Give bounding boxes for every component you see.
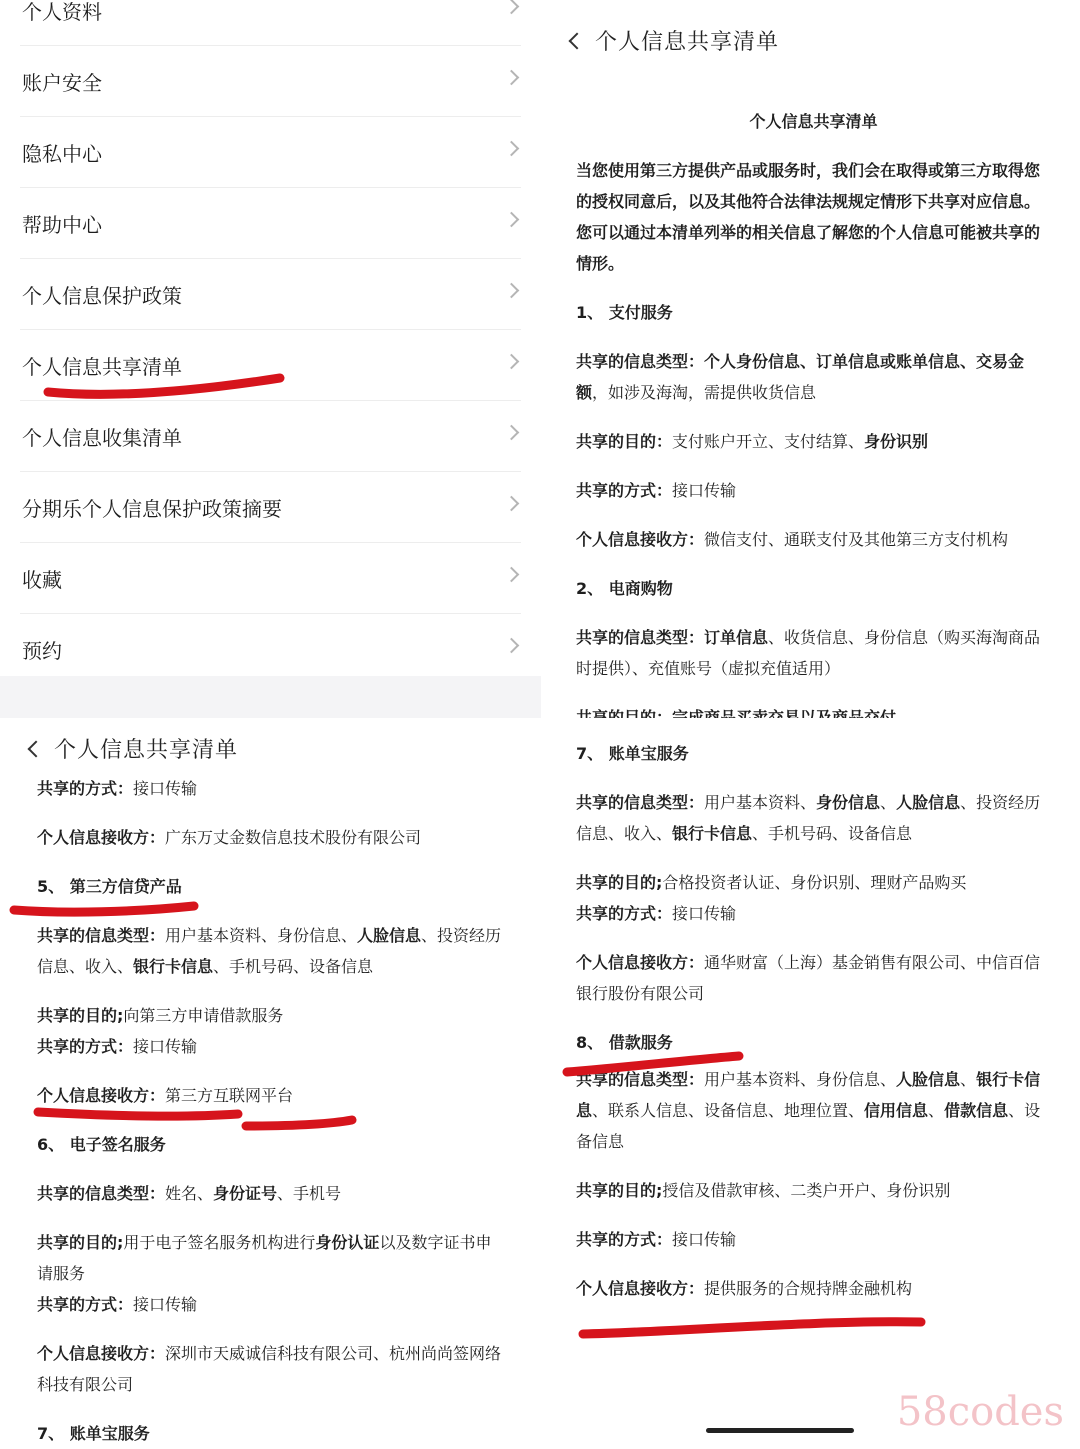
- sharing-list-panel-bottom-right: [541, 718, 1080, 1441]
- purpose-row: 共享的目的;合格投资者认证、身份识别、理财产品购买: [576, 873, 967, 892]
- section-title: 6、 电子签名服务: [37, 1135, 166, 1154]
- method-row: 共享的方式：接口传输: [576, 904, 737, 923]
- document-body: [576, 738, 1051, 1304]
- info-type-row: 共享的信息类型：用户基本资料、身份信息、人脸信息、投资经历信息、收入、银行卡信息、手机号码、设备信息: [37, 926, 502, 976]
- chevron-right-icon: [504, 354, 520, 370]
- sharing-list-panel-top: [541, 0, 1080, 718]
- menu-item-label: 帮助中心: [22, 212, 102, 237]
- menu-item-label: 隐私中心: [22, 141, 102, 166]
- receiver-row: 个人信息接收方：通华财富（上海）基金销售有限公司、中信百信银行股份有限公司: [576, 953, 1041, 1003]
- info-type-row: 共享的信息类型：姓名、身份证号、手机号: [37, 1184, 342, 1203]
- document-heading: 个人信息共享清单: [749, 112, 878, 131]
- document-body: [576, 106, 1051, 733]
- chevron-right-icon: [504, 0, 520, 14]
- method-row: 共享的方式：接口传输: [37, 779, 198, 798]
- sharing-list-panel-bottom-left: [0, 718, 541, 1441]
- section-title: 2、 电商购物: [576, 579, 673, 598]
- page-title: 个人信息共享清单: [54, 738, 239, 763]
- method-row: 共享的方式：接口传输: [576, 1230, 737, 1249]
- menu-item-favorites[interactable]: [20, 543, 521, 614]
- back-arrow-icon[interactable]: [569, 33, 586, 50]
- info-type-row: 共享的信息类型：订单信息、收货信息、身份信息（购买海淘商品时提供）、充值账号（虚拟充值适用）: [576, 628, 1041, 678]
- nav-bar: [541, 12, 1080, 68]
- menu-item-label: 预约: [22, 638, 62, 663]
- section-title: 5、 第三方信贷产品: [37, 877, 182, 896]
- home-indicator[interactable]: [706, 1428, 854, 1433]
- red-underline-mark: [575, 1310, 935, 1346]
- menu-item-label: 个人信息收集清单: [22, 425, 182, 450]
- menu-section-separator: [0, 676, 541, 718]
- purpose-row: 共享的目的;授信及借款审核、二类户开户、身份识别: [576, 1181, 951, 1200]
- document-body: [37, 773, 507, 1449]
- chevron-right-icon: [504, 283, 520, 299]
- purpose-row: 共享的目的;向第三方申请借款服务: [37, 1006, 284, 1025]
- method-row: 共享的方式：接口传输: [576, 481, 737, 500]
- chevron-right-icon: [504, 638, 520, 654]
- menu-item-label: 收藏: [22, 567, 62, 592]
- settings-menu-panel: [0, 0, 541, 718]
- menu-item-label: 分期乐个人信息保护政策摘要: [22, 496, 282, 521]
- section-title: 8、 借款服务: [576, 1033, 673, 1052]
- menu-item-label: 账户安全: [22, 70, 102, 95]
- menu-item-help-center[interactable]: [20, 188, 521, 259]
- method-row: 共享的方式：接口传输: [37, 1037, 198, 1056]
- watermark-text: 58codes: [896, 1389, 1064, 1435]
- chevron-right-icon: [504, 212, 520, 228]
- method-row: 共享的方式：接口传输: [37, 1295, 198, 1314]
- receiver-row: 个人信息接收方：第三方互联网平台: [37, 1086, 294, 1105]
- menu-item-label: 个人信息共享清单: [22, 354, 182, 379]
- menu-item-policy-summary[interactable]: [20, 472, 521, 543]
- info-type-row: 共享的信息类型：用户基本资料、身份信息、人脸信息、银行卡信息、联系人信息、设备信息、地理位置、信用信息、借款信息、设备信息: [576, 1070, 1041, 1151]
- section-title: 1、 支付服务: [576, 303, 673, 322]
- menu-item-label: 个人资料: [22, 0, 102, 24]
- settings-menu-list: [0, 0, 541, 685]
- page-title: 个人信息共享清单: [595, 30, 780, 55]
- menu-item-appointments[interactable]: [20, 614, 521, 685]
- purpose-row: 共享的目的：支付账户开立、支付结算、身份识别: [576, 432, 929, 451]
- chevron-right-icon: [504, 141, 520, 157]
- receiver-row: 个人信息接收方：微信支付、通联支付及其他第三方支付机构: [576, 530, 1009, 549]
- chevron-right-icon: [504, 567, 520, 583]
- menu-item-profile[interactable]: [20, 0, 521, 46]
- receiver-row: 个人信息接收方：提供服务的合规持牌金融机构: [576, 1279, 913, 1298]
- menu-item-label: 个人信息保护政策: [22, 283, 182, 308]
- chevron-right-icon: [504, 496, 520, 512]
- info-type-row: 共享的信息类型：个人身份信息、订单信息或账单信息、交易金额，如涉及海淘，需提供收货信息: [576, 352, 1025, 402]
- section-title: 7、 账单宝服务: [37, 1424, 150, 1443]
- receiver-row: 个人信息接收方：深圳市天威诚信科技有限公司、杭州尚尚签网络科技有限公司: [37, 1344, 502, 1394]
- back-arrow-icon[interactable]: [28, 741, 45, 758]
- nav-bar: [0, 720, 541, 776]
- receiver-row: 个人信息接收方：广东万丈金数信息技术股份有限公司: [37, 828, 422, 847]
- section-title: 7、 账单宝服务: [576, 744, 689, 763]
- chevron-right-icon: [504, 70, 520, 86]
- menu-item-account-security[interactable]: [20, 46, 521, 117]
- menu-item-sharing-list[interactable]: [20, 330, 521, 401]
- info-type-row: 共享的信息类型：用户基本资料、身份信息、人脸信息、投资经历信息、收入、银行卡信息、手机号码、设备信息: [576, 793, 1041, 843]
- menu-item-privacy-policy[interactable]: [20, 259, 521, 330]
- document-intro: 当您使用第三方提供产品或服务时，我们会在取得或第三方取得您的授权同意后，以及其他符合法律法规规定情形下共享对应信息。您可以通过本清单列举的相关信息了解您的个人信息可能被共享的情形。: [576, 161, 1041, 273]
- chevron-right-icon: [504, 425, 520, 441]
- purpose-row: 共享的目的;用于电子签名服务机构进行身份认证以及数字证书申请服务: [37, 1233, 492, 1283]
- menu-item-privacy-center[interactable]: [20, 117, 521, 188]
- menu-item-collection-list[interactable]: [20, 401, 521, 472]
